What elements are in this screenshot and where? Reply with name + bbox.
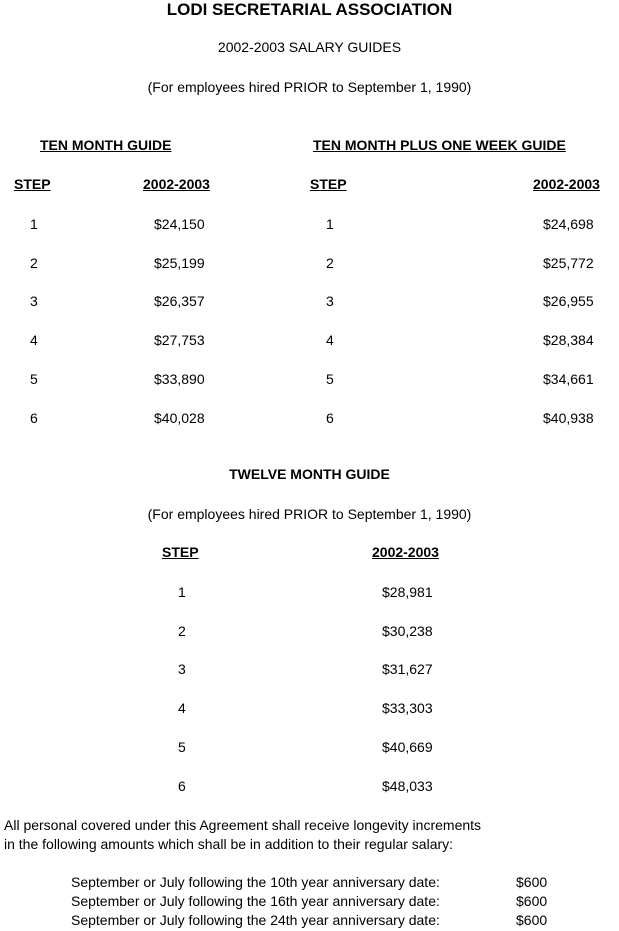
- hire-date-note: (For employees hired PRIOR to September 1, 1990): [147, 79, 472, 95]
- ten-month-plus-year-header: 2002-2003: [533, 176, 600, 192]
- table-cell-step: 1: [326, 216, 334, 232]
- table-cell-salary: $28,981: [382, 584, 433, 600]
- table-cell-salary: $34,661: [543, 371, 594, 387]
- twelve-month-guide-title: TWELVE MONTH GUIDE: [229, 466, 390, 482]
- table-cell-step: 5: [30, 371, 38, 387]
- table-cell-salary: $25,772: [543, 255, 594, 271]
- twelve-month-step-header: STEP: [162, 544, 199, 560]
- table-cell-step: 4: [178, 700, 186, 716]
- longevity-item-label: September or July following the 16th year anniversary date:: [71, 893, 440, 909]
- document-title: LODI SECRETARIAL ASSOCIATION: [166, 0, 453, 19]
- table-cell-salary: $31,627: [382, 661, 433, 677]
- table-cell-step: 6: [30, 410, 38, 426]
- longevity-paragraph-line-1: All personal covered under this Agreement shall receive longevity increments: [4, 817, 482, 833]
- table-cell-salary: $30,238: [382, 623, 433, 639]
- table-cell-salary: $25,199: [154, 255, 205, 271]
- table-cell-step: 4: [326, 332, 334, 348]
- twelve-month-note: (For employees hired PRIOR to September 1, 1990): [147, 506, 472, 522]
- twelve-month-year-header: 2002-2003: [372, 544, 439, 560]
- table-cell-salary: $33,303: [382, 700, 433, 716]
- table-cell-salary: $40,938: [543, 410, 594, 426]
- table-cell-step: 2: [178, 623, 186, 639]
- ten-month-guide-title: TEN MONTH GUIDE: [40, 137, 172, 153]
- table-cell-step: 4: [30, 332, 38, 348]
- longevity-item-label: September or July following the 24th year anniversary date:: [71, 912, 440, 928]
- longevity-item-label: September or July following the 10th year anniversary date:: [71, 874, 440, 890]
- table-cell-step: 2: [30, 255, 38, 271]
- table-cell-step: 6: [178, 778, 186, 794]
- table-cell-step: 5: [178, 739, 186, 755]
- ten-month-step-header: STEP: [14, 176, 51, 192]
- table-cell-salary: $26,357: [154, 293, 205, 309]
- table-cell-step: 1: [30, 216, 38, 232]
- table-cell-step: 3: [30, 293, 38, 309]
- table-cell-salary: $24,150: [154, 216, 205, 232]
- longevity-paragraph-line-2: in the following amounts which shall be in addition to their regular salary:: [4, 836, 454, 852]
- table-cell-step: 3: [326, 293, 334, 309]
- ten-month-year-header: 2002-2003: [143, 176, 210, 192]
- longevity-item-amount: $600: [516, 874, 548, 890]
- table-cell-salary: $26,955: [543, 293, 594, 309]
- table-cell-salary: $27,753: [154, 332, 205, 348]
- table-cell-salary: $33,890: [154, 371, 205, 387]
- ten-month-plus-guide-title: TEN MONTH PLUS ONE WEEK GUIDE: [313, 137, 566, 153]
- table-cell-salary: $24,698: [543, 216, 594, 232]
- table-cell-step: 2: [326, 255, 334, 271]
- table-cell-salary: $28,384: [543, 332, 594, 348]
- table-cell-step: 5: [326, 371, 334, 387]
- table-cell-step: 1: [178, 584, 186, 600]
- table-cell-salary: $48,033: [382, 778, 433, 794]
- longevity-item-amount: $600: [516, 912, 548, 928]
- table-cell-step: 6: [326, 410, 334, 426]
- table-cell-salary: $40,028: [154, 410, 205, 426]
- table-cell-salary: $40,669: [382, 739, 433, 755]
- ten-month-plus-step-header: STEP: [310, 176, 347, 192]
- document-subtitle: 2002-2003 SALARY GUIDES: [217, 39, 402, 55]
- table-cell-step: 3: [178, 661, 186, 677]
- longevity-item-amount: $600: [516, 893, 548, 909]
